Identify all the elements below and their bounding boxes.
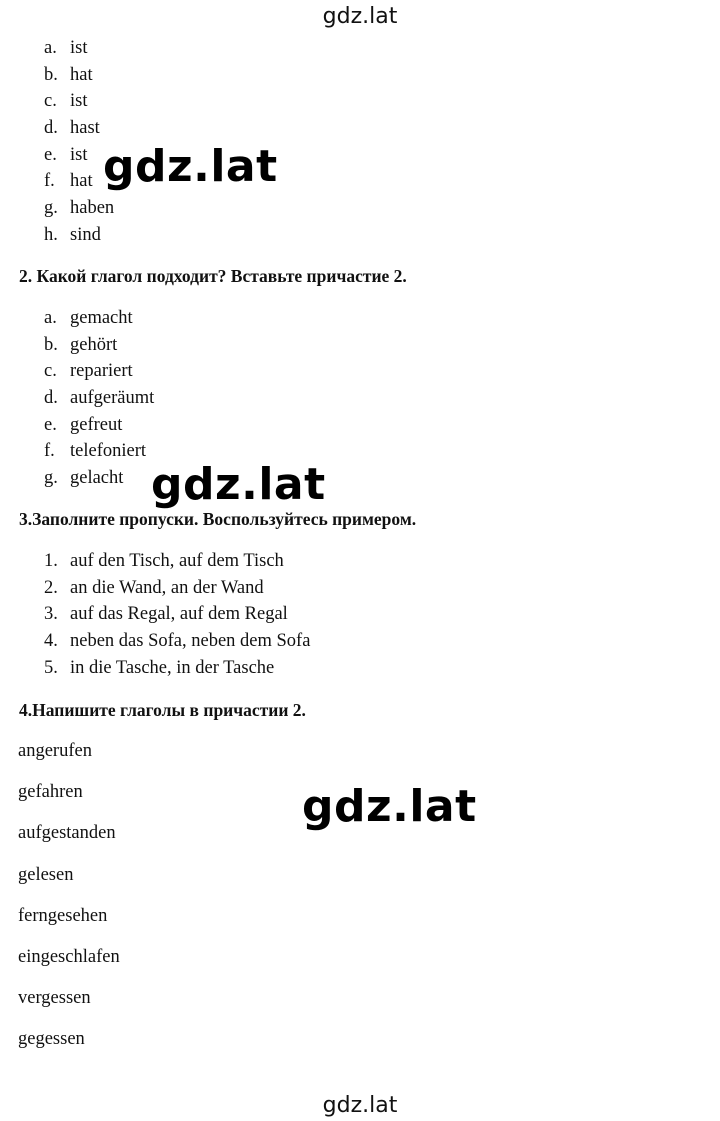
exercise-3-heading: 3.Заполните пропуски. Воспользуйтесь примером. (19, 509, 417, 529)
item-text: auf den Tisch, auf dem Tisch (70, 551, 284, 571)
watermark-overlay: gdz.lat (151, 459, 326, 510)
exercise-4-heading: 4.Напишите глаголы в причастии 2. (19, 700, 306, 720)
item-marker: h. (44, 224, 58, 245)
item-marker: b. (44, 64, 58, 85)
item-marker: c. (44, 361, 57, 382)
list-item: aufgestanden (18, 823, 116, 844)
item-marker: d. (44, 388, 58, 409)
watermark-top: gdz.lat (322, 4, 398, 29)
item-text: hast (70, 118, 100, 139)
item-marker: f. (44, 441, 55, 462)
list-item: vergessen (18, 988, 91, 1009)
item-text: auf das Regal, auf dem Regal (70, 604, 288, 625)
item-text: gefreut (70, 414, 123, 435)
list-item: gefahren (18, 782, 83, 803)
item-text: hat (70, 64, 93, 85)
list-item: eingeschlafen (18, 946, 120, 967)
item-text: telefoniert (70, 441, 147, 462)
item-marker: g. (44, 468, 58, 489)
item-text: an die Wand, an der Wand (70, 577, 264, 598)
item-text: hat (70, 171, 93, 192)
item-marker: e. (44, 144, 57, 165)
item-marker: a. (44, 308, 57, 328)
watermark-overlay: gdz.lat (302, 781, 477, 832)
exercise-2-heading: 2. Какой глагол подходит? Вставьте причастие 2. (19, 266, 407, 286)
watermark-overlay: gdz.lat (103, 141, 278, 192)
list-item: gegessen (18, 1029, 85, 1050)
item-marker: e. (44, 414, 57, 435)
list-item: ferngesehen (18, 905, 108, 926)
item-marker: b. (44, 334, 58, 355)
item-marker: a. (44, 38, 57, 58)
item-marker: c. (44, 91, 57, 112)
item-marker: g. (44, 198, 58, 219)
item-text: aufgeräumt (70, 388, 155, 409)
item-marker: 5. (44, 657, 58, 678)
item-text: sind (70, 224, 101, 245)
list-item: angerufen (18, 741, 92, 761)
list-item: gelesen (18, 864, 74, 885)
item-marker: 1. (44, 551, 58, 571)
item-text: ist (70, 144, 88, 165)
item-text: gelacht (70, 468, 124, 489)
watermark-bottom: gdz.lat (322, 1093, 398, 1118)
item-text: neben das Sofa, neben dem Sofa (70, 631, 311, 652)
item-text: repariert (70, 361, 133, 382)
item-marker: f. (44, 171, 55, 192)
participle-word-list (18, 738, 120, 1068)
item-marker: 3. (44, 604, 58, 625)
item-marker: 2. (44, 577, 58, 598)
item-text: gehört (70, 334, 118, 355)
item-marker: 4. (44, 631, 58, 652)
item-marker: d. (44, 118, 58, 139)
item-text: gemacht (70, 308, 133, 328)
item-text: ist (70, 38, 88, 58)
item-text: in die Tasche, in der Tasche (70, 657, 275, 678)
item-text: ist (70, 91, 88, 112)
item-text: haben (70, 198, 115, 219)
